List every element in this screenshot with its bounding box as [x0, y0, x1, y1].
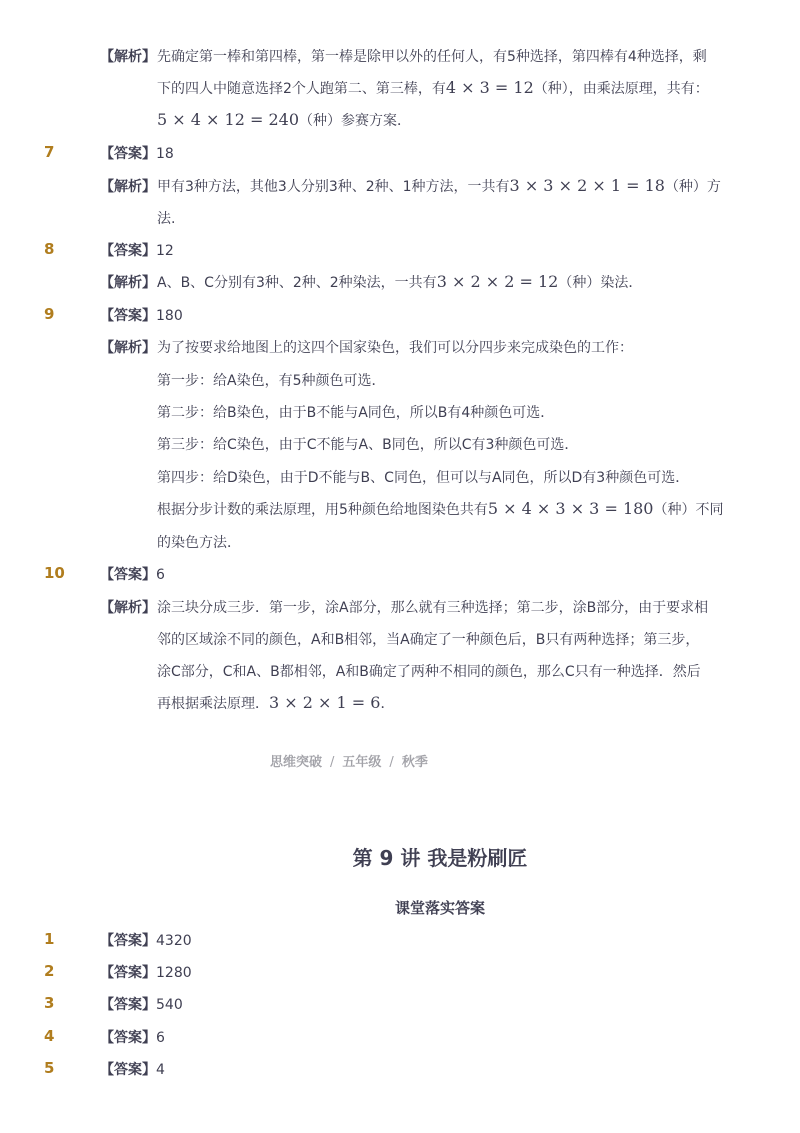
answer-number: 4	[44, 1027, 55, 1045]
q9-analysis-line-1: 为了按要求给地图上的这四个国家染色，我们可以分四步来完成染色的工作：	[157, 340, 633, 356]
answer-row: 【答案】6	[100, 1030, 165, 1046]
answer-row: 【答案】540	[100, 997, 183, 1013]
answer-value: 540	[156, 997, 183, 1013]
q8-number: 8	[44, 240, 55, 258]
footer-series: 思维突破	[270, 755, 323, 770]
q7-number: 7	[44, 143, 55, 161]
q9-answer-tag: 【答案】	[100, 308, 156, 324]
answer-value: 1280	[156, 965, 192, 981]
q10-analysis-line-4: 再根据乘法原理．3 × 2 × 1 = 6．	[157, 693, 395, 712]
answer-value: 6	[156, 1030, 165, 1046]
footer-season: 秋季	[401, 755, 428, 770]
q9-step-2: 第二步：给B染色，由于B不能与A同色，所以B有4种颜色可选．	[157, 405, 555, 421]
q7-answer-row	[100, 143, 174, 163]
footer-separator: /	[389, 755, 394, 770]
q6-math-1: 4 × 3 = 12	[445, 78, 534, 97]
q10-answer-tag: 【答案】	[100, 567, 156, 583]
q7-analysis-line-1: 甲有3种方法，其他3人分别3种、2种、1种方法，一共有3 × 3 × 2 × 1 = 18（种）方	[157, 176, 721, 195]
q9-step-3: 第三步：给C染色，由于C不能与A、B同色，所以C有3种颜色可选．	[157, 437, 579, 453]
q10-answer-row	[100, 564, 165, 584]
page-footer	[270, 751, 428, 770]
q7-analysis-tag: 【解析】	[100, 179, 156, 195]
q10-analysis-line-3: 涂C部分，C和A、B都相邻，A和B确定了两种不相同的颜色，那么C只有一种选择．然后	[157, 664, 701, 680]
footer-separator: /	[330, 755, 335, 770]
section-subtitle: 课堂落实答案	[394, 899, 485, 917]
q8-answer: 12	[156, 243, 174, 259]
q9-analysis-tag: 【解析】	[100, 340, 156, 356]
answer-row: 【答案】1280	[100, 965, 192, 981]
q8-answer-tag: 【答案】	[100, 243, 156, 259]
q7-analysis-line-2: 法.	[157, 211, 176, 227]
footer-grade: 五年级	[342, 755, 382, 770]
answer-value: 4320	[156, 933, 192, 949]
answer-number: 5	[44, 1059, 55, 1077]
q7-answer: 18	[156, 146, 174, 162]
answer-number: 1	[44, 930, 55, 948]
q9-step-1: 第一步：给A染色，有5种颜色可选．	[157, 373, 386, 389]
q9-step-4: 第四步：给D染色，由于D不能与B、C同色，但可以与A同色，所以D有3种颜色可选．	[157, 470, 690, 486]
q8-analysis-tag: 【解析】	[100, 275, 156, 291]
answer-value: 4	[156, 1062, 165, 1078]
answer-number: 2	[44, 962, 55, 980]
q7-answer-tag: 【答案】	[100, 146, 156, 162]
answer-row: 【答案】4	[100, 1062, 165, 1078]
q10-analysis-line-2: 邻的区域涂不同的颜色，A和B相邻，当A确定了一种颜色后，B只有两种选择；第三步，	[157, 632, 700, 648]
q10-analysis-line-1: 涂三块分成三步．第一步，涂A部分，那么就有三种选择；第二步，涂B部分，由于要求相	[157, 600, 709, 616]
q9-answer: 180	[156, 308, 183, 324]
q6-analysis-line-3: 5 × 4 × 12 = 240（种）参赛方案．	[157, 110, 411, 129]
q6-analysis-line-1: 先确定第一棒和第四棒，第一棒是除甲以外的任何人，有5种选择，第四棒有4种选择，剩	[157, 49, 707, 65]
q9-answer-row	[100, 305, 183, 325]
q8-math: 3 × 2 × 2 = 12	[436, 272, 559, 291]
q9-analysis-last-line: 的染色方法．	[157, 535, 241, 551]
answer-number: 3	[44, 994, 55, 1012]
q9-math: 5 × 4 × 3 × 3 = 180	[487, 499, 654, 518]
lecture-title: 第 9 讲 我是粉刷匠	[352, 846, 528, 870]
q9-number: 9	[44, 305, 55, 323]
q10-number: 10	[44, 564, 65, 582]
answer-row: 【答案】4320	[100, 933, 192, 949]
q7-math: 3 × 3 × 2 × 1 = 18	[509, 176, 665, 195]
q9-analysis-conclusion: 根据分步计数的乘法原理，用5种颜色给地图染色共有5 × 4 × 3 × 3 = 180（种）不同	[157, 499, 724, 518]
q6-math-2: 5 × 4 × 12 = 240	[157, 110, 299, 129]
q10-answer: 6	[156, 567, 165, 583]
q8-answer-row	[100, 240, 174, 260]
q6-analysis-line-2: 下的四人中随意选择2个人跑第二、第三棒，有4 × 3 = 12（种），由乘法原理，共有：	[157, 78, 709, 97]
q6-analysis-tag: 【解析】	[100, 49, 156, 65]
q8-analysis-line-1: A、B、C分别有3种、2种、2种染法，一共有3 × 2 × 2 = 12（种）染法．	[157, 272, 643, 291]
q10-math: 3 × 2 × 1 = 6	[269, 693, 381, 712]
q10-analysis-tag: 【解析】	[100, 600, 156, 616]
